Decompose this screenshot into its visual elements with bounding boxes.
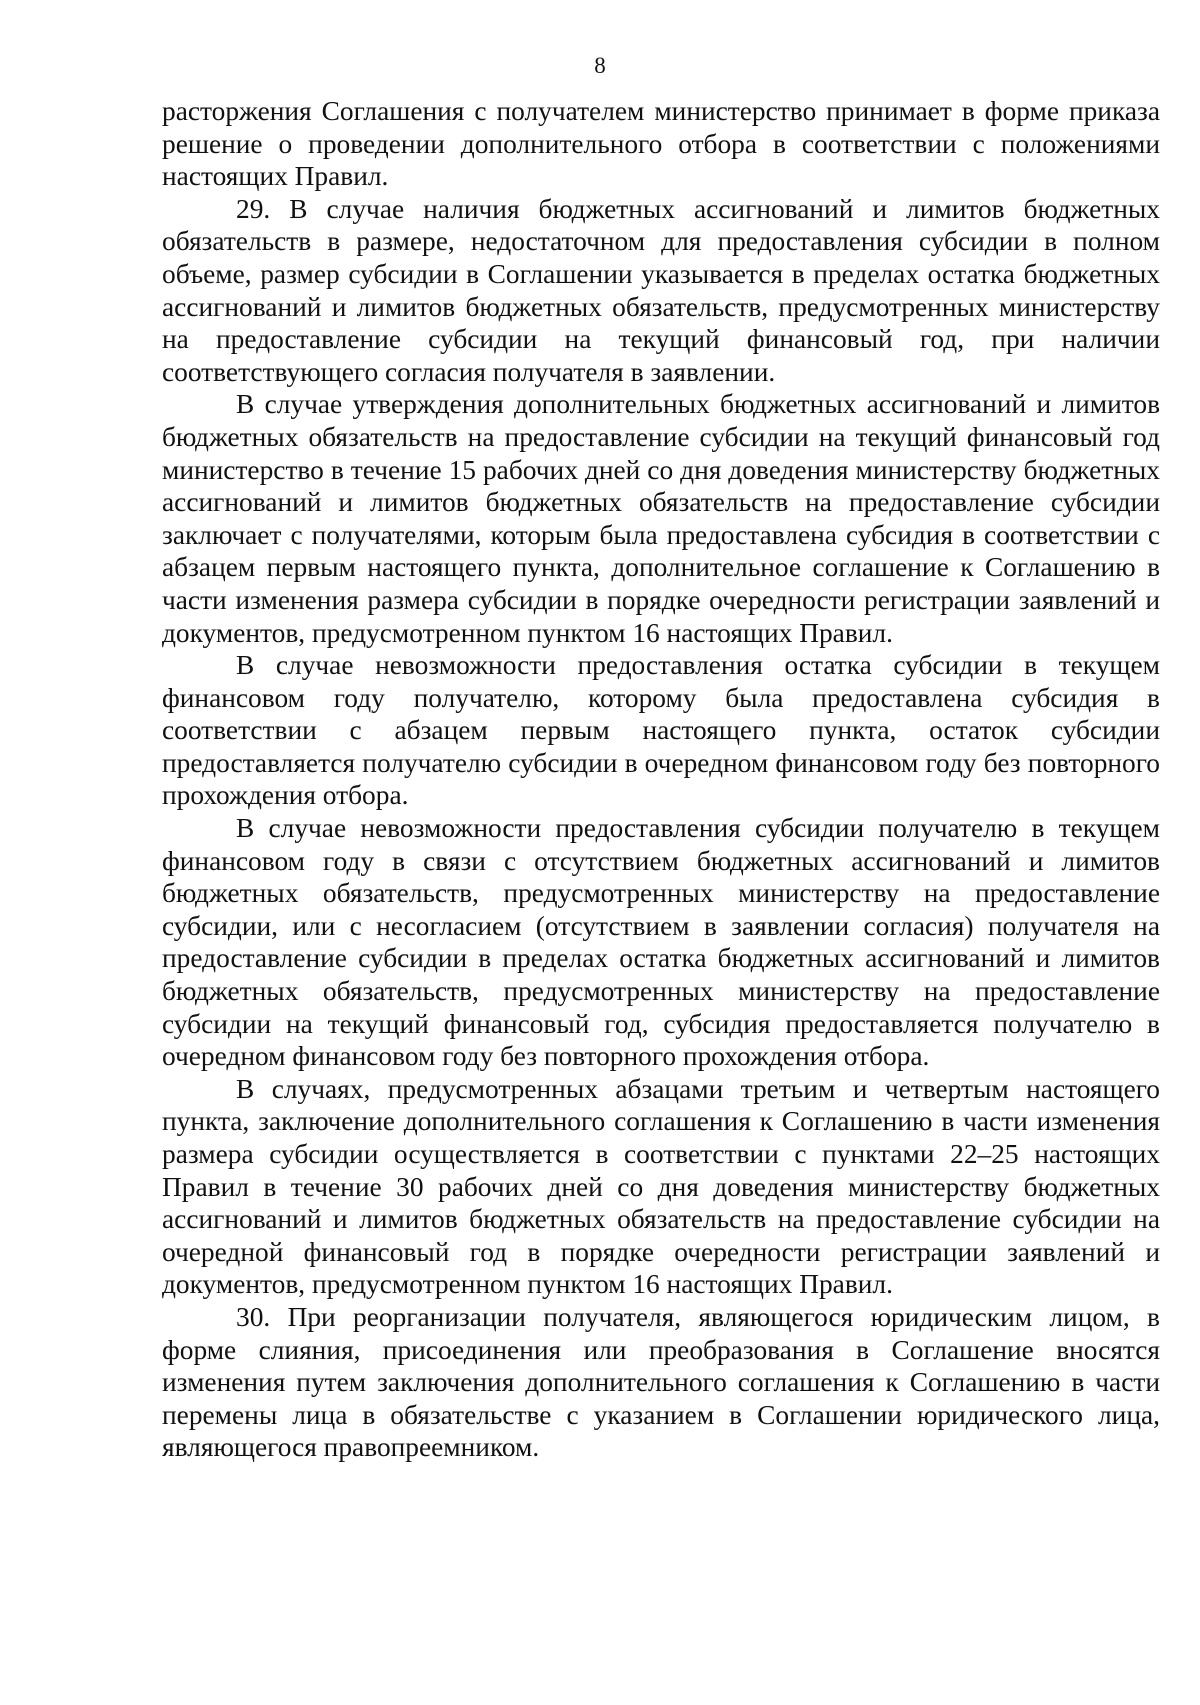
- paragraph-item-30: 30. При реорганизации получателя, являющегося юридическим лицом, в форме слияния, присоединения или преобразования в Соглашение вносятся изменения путем заключения дополнительного соглашения к Соглашению в части перемены лица в обязательстве с указанием в Соглашении юридического лица, являющегося правопреемником.: [162, 1301, 1160, 1463]
- page-number: 8: [594, 53, 606, 78]
- paragraph-item-29: 29. В случае наличия бюджетных ассигнований и лимитов бюджетных обязательств в размере, недостаточном для предоставления субсидии в полном объеме, размер субсидии в Соглашении указывается в пределах остатка бюджетных ассигнований и лимитов бюджетных обязательств, предусмотренных министерству на предоставление субсидии на текущий финансовый год, при наличии соответствующего согласия получателя в заявлении.: [162, 193, 1160, 387]
- paragraph-subsidy-impossible: В случае невозможности предоставления субсидии получателю в текущем финансовом году в связи с отсутствием бюджетных ассигнований и лимитов бюджетных обязательств, предусмотренных министерству на предоставление субсидии, или с несогласием (отсутствием в заявлении согласия) получателя на предоставление субсидии в пределах остатка бюджетных ассигнований и лимитов бюджетных обязательств, предусмотренных министерству на предоставление субсидии на текущий финансовый год, субсидия предоставляется получателю в очередном финансовом году без повторного прохождения отбора.: [162, 813, 1160, 1072]
- paragraph-cases-third-fourth: В случаях, предусмотренных абзацами третьим и четвертым настоящего пункта, заключение дополнительного соглашения к Соглашению в части изменения размера субсидии осуществляется в соответствии с пунктами 22–25 настоящих Правил в течение 30 рабочих дней со дня доведения министерству бюджетных ассигнований и лимитов бюджетных обязательств на предоставление субсидии на очередной финансовый год в порядке очередности регистрации заявлений и документов, предусмотренном пунктом 16 настоящих Правил.: [162, 1073, 1160, 1300]
- paragraph-remaining-subsidy: В случае невозможности предоставления остатка субсидии в текущем финансовом году получателю, которому была предоставлена субсидия в соответствии с абзацем первым настоящего пункта, остаток субсидии предоставляется получателю субсидии в очередном финансовом году без повторного прохождения отбора.: [162, 650, 1160, 811]
- document-body: [162, 95, 1160, 1464]
- paragraph-continuation: расторжения Соглашения с получателем министерство принимает в форме приказа решение о проведении дополнительного отбора в соответствии с положениями настоящих Правил.: [162, 96, 1160, 192]
- paragraph-additional-allocations: В случае утверждения дополнительных бюджетных ассигнований и лимитов бюджетных обязательств на предоставление субсидии на текущий финансовый год министерство в течение 15 рабочих дней со дня доведения министерству бюджетных ассигнований и лимитов бюджетных обязательств на предоставление субсидии заключает с получателями, которым была предоставлена субсидия в соответствии с абзацем первым настоящего пункта, дополнительное соглашение к Соглашению в части изменения размера субсидии в порядке очередности регистрации заявлений и документов, предусмотренном пунктом 16 настоящих Правил.: [162, 389, 1160, 648]
